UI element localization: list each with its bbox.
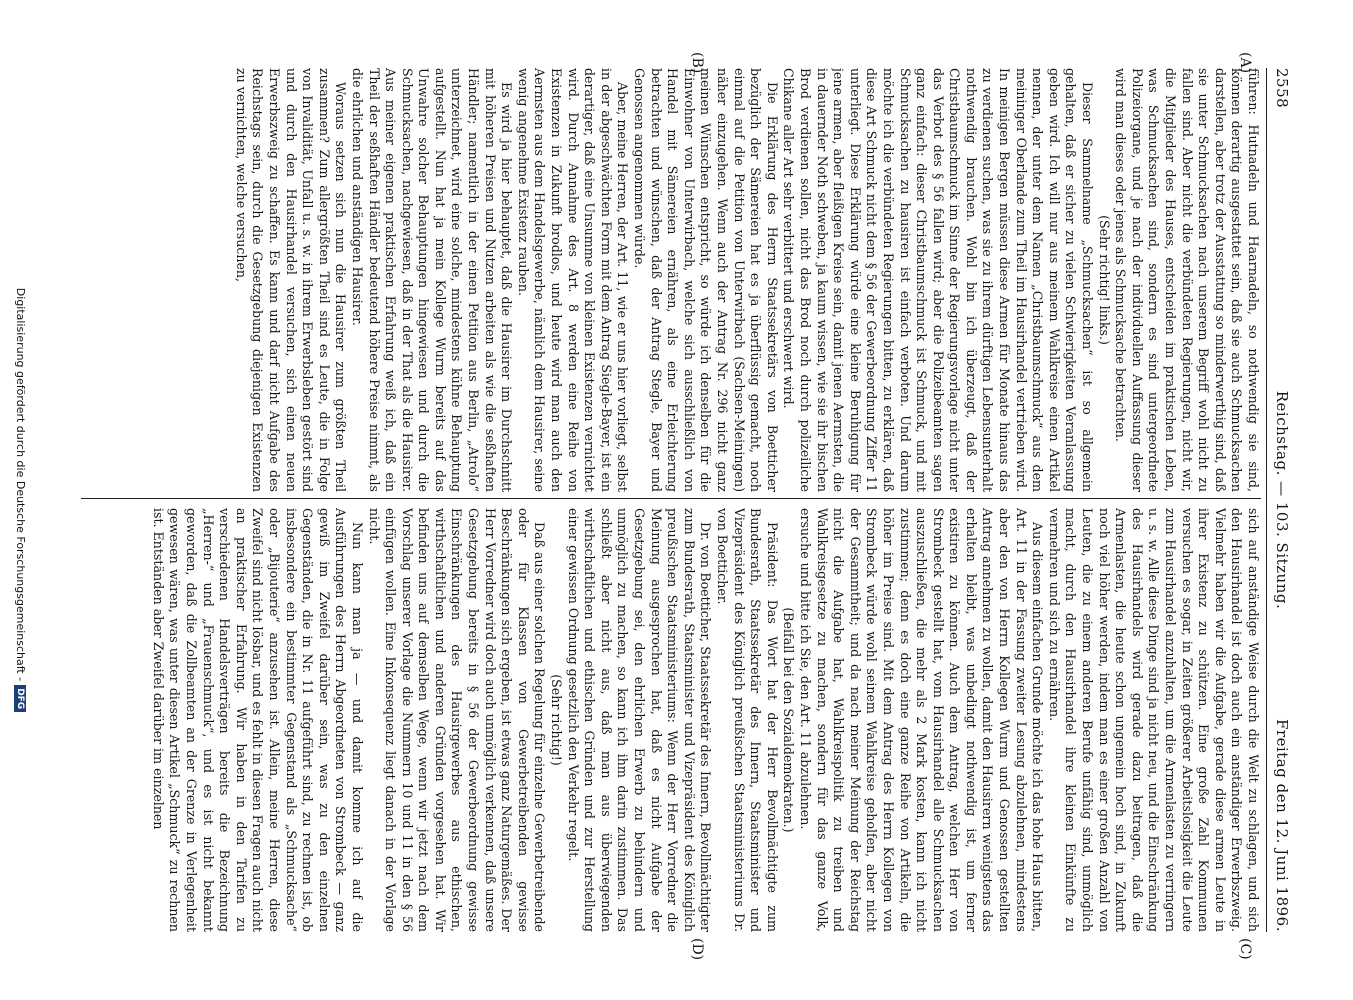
- session-date: Freitag den 12. Juni 1896.: [1273, 719, 1291, 932]
- margin-marker-d: (D): [689, 938, 705, 961]
- paragraph: Daß aus einer solchen Regelung für einzelne Gewerbetreibende oder für Klassen von Gewerbetreibenden gewisse Beschränkungen sich ergeben, ist etwas ganz Naturgemäßes. Der Herr Vorredner wird doch auch unmöglich verkennen, daß unsere Gesetzgebung bereits in § 56 der Gewerbeordnung gewisse Einschränkungen des Hausirgewerbes aus ethischen, wirthschaftlichen und anderen Gründen vorgesehen hat. Wir befinden uns auf demselben Wege, wenn wir jetzt nach dem Vorschlag unserer Vorlage die Nummern 10 und 11 in den § 56 einfügen wollen. Eine Inkonsequenz liegt danach in der Vorlage nicht.: [366, 508, 548, 932]
- footer-text: Digitalisierung gefördert durch die Deutsche Forschungsgemeinschaft -: [14, 287, 27, 682]
- margin-marker-b: (B): [689, 52, 705, 74]
- column-divider: [81, 498, 1261, 499]
- paragraph: sich auf anständige Weise durch die Welt zu schlagen, und sich den Hausirhandel ist doch auch ein anständiger Erwerbszweig. Vielmehr haben wir die Aufgabe, gerade diese armen Leute in ihrer Existenz zu schützen. Eine große Zahl Kommunen versuchen es sogar, in Zeiten größerer Arbeitslosigkeit die Leute zum Hausirhandel anzuhalten, um die Armenlasten zu verringern u. s. w. Alle diese Dinge sind ja nicht neu, und die Einschränkung des Hausirhandels wird gerade dazu beitragen, daß die Armenlasten, die heute schon ungemein hoch sind, in Zukunft noch viel höher werden, indem man es einer großen Anzahl von Leuten, die zu einem anderen Berufe unfähig sind, unmöglich macht, durch den Hausirhandel ihre kleinen Einkünfte zu vermehren und sich zu ernähren.: [1046, 508, 1261, 932]
- paragraph: Die Erklärung des Herrn Staatssekretärs von Boetticher bezüglich der Sämereien hat es ja überflüssig gemacht, noch einmal auf die Petition von Unterwirbach (Sachsen-Meiningen) näher einzugehen. Wenn auch der Antrag Nr. 296 nicht ganz meinen Wünschen entspricht, so würde ich denselben für die Einwohner von Unterwirbach, welche sich ausschließlich von Handel mit Sämereien ernähren, als eine Erleichterung betrachten und wünschen, daß der Antrag Stegle, Bayer und Genossen angenommen würde.: [632, 68, 780, 492]
- interjection: (Sehr richtig! links.): [1096, 215, 1112, 345]
- margin-marker-a: (A): [1237, 52, 1253, 74]
- header-rule: [1266, 68, 1267, 932]
- right-column: [81, 508, 1261, 932]
- margin-marker-c: (C): [1237, 938, 1253, 960]
- paragraph: Es wird ja hier behauptet, daß die Hausirer im Durchschnitt mit höheren Preisen und Nutzen arbeiten als wie die seßhaften Händler; namentlich in der einen Petition aus Berlin, „Atrolo“ unterzeichnet, wird eine solche, mindestens kühne Behauptung aufgestellt. Nun hat ja mein Kollege Wurm bereits auf das Unwahre solcher Behauptungen hingewiesen und durch die Schmucksachen, nachgewiesen, daß in der That als die Hausirer. Aus meiner eigenen praktischen Erfahrung weiß ich, daß ein Theil der seßhaften Händler bedeutend höhere Preise nimmt, als die ehrlichen und anständigen Hausirer.: [349, 68, 515, 492]
- paragraph: Dieser Sammelname „Schmucksachen“ ist so allgemein gehalten, daß er sicher zu vielen Schwierigkeiten Veranlassung geben wird. Ich will nur aus meinem Wahlkreise einen Artikel nennen, der unter dem Namen „Christbaumschmuck“ aus dem meininger Oberlande zum Theil im Hausirhandel vertrieben wird. In meinigen Bergen müssen diese Armen für Monate hinaus das zu verdienen suchen, was sie zu ihrem dürftigen Lebensunterhalt nothwendig brauchen. Wohl bin ich überzeugt, daß der Christbaumschmuck im Sinne der Regierungsvorlage nicht unter das Verbot des § 56 fallen wird; aber die Polizeibeamten sagen ganz einfach: dieser Christbaumschmuck ist Schmuck, und mit Schmucksachen zu hausiren ist einfach verboten. Und darum möchte ich die verbündeten Regierungen bitten, zu erklären, daß diese Art Schmuck nicht dem § 56 der Gewerbeordnung Ziffer 11 unterliegt. Diese Erklärung würde eine kleine Beruhigung für jene armen, aber fleißigen Kreise sein, damit jenen Aermsten, die in dauernder Noth schweben, ja kaum wissen, wie sie ihr bischen Brod verdienen sollen, nicht das Brod noch durch polizeiliche Chikane aller Art sehr verbittert und erschwert wird.: [781, 68, 1096, 492]
- paragraph: Präsident: Das Wort hat der Herr Bevollmächtigte zum Bundesrath, Staatssekretär des Innern, Staatsminister und Vizepräsident des Königlich preußischen Staatsministeriums Dr. von Boetticher.: [715, 508, 780, 932]
- paragraph: Woraus setzen sich nun die Hausirer zum größten Theil zusammen? Zum allergrößten Theil sind es Leute, die in Folge von Invalidität, Unfall u. s. w. in ihrem Erwerbsleben gestört sind und durch den Hausirhandel versuchen, sich einen neuen Erwerbszweig zu schaffen. Es kann und darf nicht Aufgabe des Reichstags sein, durch die Gesetzgebung diejenigen Existenzen zu vernichten, welche versuchen,: [233, 68, 349, 492]
- paragraph: Aber, meine Herren, der Art. 11, wie er uns hier vorliegt, selbst in der abgeschwächten Form mit dem Antrag Siegle-Bayer, ist ein derartiger, daß eine Unsumme von kleinen Existenzen vernichtet wird. Durch Annahme des Art. 8 werden eine Reihe von Existenzen in Zukunft brodlos, und heute wird man auch den Aermsten aus dem Handelsgewerbe, nämlich dem Hausirer, seine wenig angenehme Existenz rauben.: [515, 68, 631, 492]
- dfg-logo: DFG: [14, 685, 26, 712]
- paragraph: Aus diesem einfachen Grunde möchte ich das hohe Haus bitten, Art. 11 in der Fassung zweiter Lesung abzulehnen, mindestens aber den von Herrn Kollegen Wurm und Genossen gestellten Antrag annehmen zu wollen, damit den Hausirern wenigstens das erhalten bleibt, was unbedingt nothwendig ist, um ferner existiren zu können. Auch dem Antrag, welchen Herr von Strombeck gestellt hat, vom Hausirhandel alle Schmucksachen auszuschließen, die mehr als 2 Mark kosten, kann ich nicht zustimmen; denn es doch eine ganze Reihe von Artikeln, die höher im Preise sind. Mit dem Antrag des Herrn Kollegen von Strombeck würde wohl seinem Wahlkreise geholfen, aber nicht der Gesammtheit; und da nach meiner Meinung der Reichstag nicht die Aufgabe hat, Wahlkreispolitik zu treiben und Wahlkreisgesetze zu machen, sondern für das ganze Volk, ersuche und bitte ich Sie, den Art. 11 abzulehnen.: [797, 508, 1046, 932]
- interjection: (Beifall bei den Sozialdemokraten.): [781, 607, 797, 833]
- left-column: [81, 68, 1261, 492]
- page-header: [1271, 68, 1291, 932]
- paragraph: führen: Hutnadeln und Haarnadeln, so nothwendig sie sind, können derartig ausgestattet sein, daß sie auch Schmucksachen darstellen, aber trotz der Ausstattung so minderwerthig sind, daß sie unter Schmucksachen nach unserem Begriff wohl nicht zu fallen sind. Aber nicht die verbündeten Regierungen, nicht wir, die Mitglieder des Hauses, entscheiden im praktischen Leben, was Schmucksachen sind, sondern es sind untergeordnete Polizeiorgane, und je nach der individuellen Auffassung dieser wird man dieses oder jenes als Schmucksache betrachten.: [1113, 68, 1261, 492]
- page-number: 2558: [1273, 68, 1291, 109]
- digitization-footer: [11, 0, 27, 1000]
- session-title: Reichstag. — 103. Sitzung.: [1273, 390, 1291, 610]
- interjection: (Sehr richtig!): [549, 674, 565, 766]
- paragraph: Nun kann man ja — und damit komme ich auf die Ausführungen des Herrn Abgeordneten von Strombeck — ganz gewiß im Zweifel darüber sein, was zu den einzelnen Gegenständen, die in Nr. 11 aufgeführt sind, zu rechnen ist, ob insbesondere ein bestimmter Gegenstand als „Schmucksache“ oder „Bijouterie“ anzusehen ist. Allein, meine Herren, diese Zweifel sind nicht lösbar, und es fehlt in diesen Fragen auch nicht an praktischer Erfahrung. Wir haben in den Tarifen zu verschiedenen Handelsverträgen bereits die Bezeichnung „Herren-“ und „Frauenschmuck“, und es ist nicht bekannt geworden, daß die Zollbeamten an der Grenze in Verlegenheit gewesen wären, was unter diesen Artikel „Schmuck“ zu rechnen ist. Entständen aber Zweifel darüber im einzelnen: [150, 508, 365, 932]
- paragraph: Dr. von Boetticher, Staatssekretär des Innern, Bevollmächtigter zum Bundesrath, Staatsminister und Vizepräsident des Königlich preußischen Staatsministeriums: Wenn der Herr Vorredner die Meinung ausgesprochen hat, daß es nicht Aufgabe der Gesetzgebung sei, den ehrlichen Erwerb zu behindern und unmöglich zu machen, so kann ich ihm darin zustimmen. Das schließt aber nicht aus, daß man aus überwiegenden wirthschaftlichen und ethischen Gründen und zur Herstellung einer gewissen Ordnung gesetzlich den Verkehr regelt.: [565, 508, 714, 932]
